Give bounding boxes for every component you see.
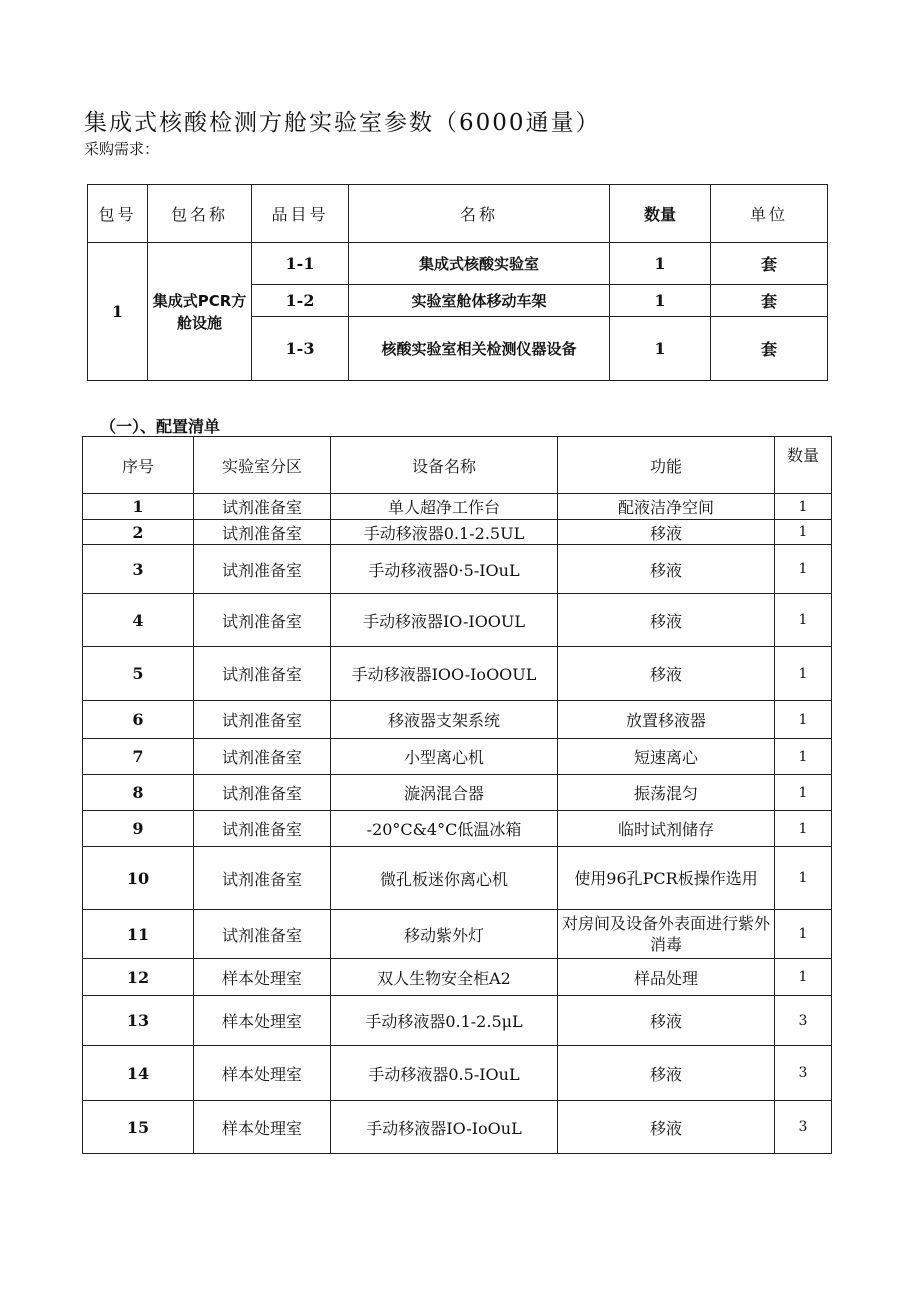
row-device-cell: 小型离心机 bbox=[331, 739, 558, 775]
item-qty-cell: 1 bbox=[610, 285, 711, 317]
row-qty-cell: 1 bbox=[775, 775, 832, 811]
row-function-cell: 移液 bbox=[558, 594, 775, 647]
table-row bbox=[83, 811, 832, 847]
row-device-cell: 手动移液器0.5-IOuL bbox=[331, 1046, 558, 1101]
package-no-cell: 1 bbox=[88, 243, 148, 381]
item-name-cell: 核酸实验室相关检测仪器设备 bbox=[349, 317, 610, 381]
row-zone-cell: 试剂准备室 bbox=[194, 647, 331, 701]
row-zone-cell: 试剂准备室 bbox=[194, 847, 331, 910]
row-zone-cell: 试剂准备室 bbox=[194, 739, 331, 775]
row-no-cell: 14 bbox=[83, 1046, 194, 1101]
header-package-no: 包号 bbox=[88, 185, 148, 243]
row-device-cell: 手动移液器0·5-IOuL bbox=[331, 545, 558, 594]
row-zone-cell: 试剂准备室 bbox=[194, 910, 331, 959]
table-row bbox=[83, 520, 832, 545]
package-table bbox=[87, 184, 828, 381]
row-device-cell: 移动紫外灯 bbox=[331, 910, 558, 959]
header-item-no: 品目号 bbox=[252, 185, 349, 243]
header-function: 功能 bbox=[558, 437, 775, 494]
row-qty-cell: 1 bbox=[775, 494, 832, 520]
table-row bbox=[83, 847, 832, 910]
row-zone-cell: 试剂准备室 bbox=[194, 545, 331, 594]
row-function-cell: 移液 bbox=[558, 1101, 775, 1154]
row-zone-cell: 样本处理室 bbox=[194, 959, 331, 996]
package-name-cell: 集成式PCR方舱设施 bbox=[148, 243, 252, 381]
row-qty-cell: 1 bbox=[775, 594, 832, 647]
row-zone-cell: 试剂准备室 bbox=[194, 494, 331, 520]
row-device-cell: 手动移液器IOO-IoOOUL bbox=[331, 647, 558, 701]
row-qty-cell: 1 bbox=[775, 959, 832, 996]
row-device-cell: 手动移液器0.1-2.5μL bbox=[331, 996, 558, 1046]
row-zone-cell: 试剂准备室 bbox=[194, 520, 331, 545]
row-no-cell: 11 bbox=[83, 910, 194, 959]
config-table bbox=[82, 436, 832, 1154]
row-no-cell: 6 bbox=[83, 701, 194, 739]
row-zone-cell: 试剂准备室 bbox=[194, 775, 331, 811]
header-qty: 数量 bbox=[775, 437, 832, 494]
row-no-cell: 7 bbox=[83, 739, 194, 775]
package-table-header bbox=[88, 185, 828, 243]
row-function-cell: 移液 bbox=[558, 520, 775, 545]
row-qty-cell: 1 bbox=[775, 910, 832, 959]
table-row bbox=[88, 243, 828, 285]
table-row bbox=[83, 996, 832, 1046]
row-qty-cell: 1 bbox=[775, 545, 832, 594]
row-function-cell: 放置移液器 bbox=[558, 701, 775, 739]
table-row bbox=[83, 1101, 832, 1154]
row-no-cell: 12 bbox=[83, 959, 194, 996]
row-function-cell: 移液 bbox=[558, 1046, 775, 1101]
row-device-cell: 手动移液器IO-IOOUL bbox=[331, 594, 558, 647]
table-row bbox=[83, 701, 832, 739]
row-qty-cell: 3 bbox=[775, 1046, 832, 1101]
table-row bbox=[83, 494, 832, 520]
row-function-cell: 临时试剂储存 bbox=[558, 811, 775, 847]
row-qty-cell: 3 bbox=[775, 996, 832, 1046]
row-device-cell: 双人生物安全柜A2 bbox=[331, 959, 558, 996]
table-row bbox=[83, 775, 832, 811]
procurement-label: 采购需求： bbox=[84, 140, 160, 158]
table-row bbox=[83, 739, 832, 775]
row-function-cell: 移液 bbox=[558, 545, 775, 594]
row-qty-cell: 1 bbox=[775, 847, 832, 910]
row-device-cell: 微孔板迷你离心机 bbox=[331, 847, 558, 910]
item-name-cell: 集成式核酸实验室 bbox=[349, 243, 610, 285]
row-no-cell: 3 bbox=[83, 545, 194, 594]
item-qty-cell: 1 bbox=[610, 243, 711, 285]
item-no-cell: 1-3 bbox=[252, 317, 349, 381]
config-table-header bbox=[83, 437, 832, 494]
row-qty-cell: 1 bbox=[775, 520, 832, 545]
header-device: 设备名称 bbox=[331, 437, 558, 494]
row-no-cell: 4 bbox=[83, 594, 194, 647]
table-row bbox=[83, 910, 832, 959]
row-device-cell: 单人超净工作台 bbox=[331, 494, 558, 520]
row-device-cell: 漩涡混合器 bbox=[331, 775, 558, 811]
row-no-cell: 2 bbox=[83, 520, 194, 545]
row-no-cell: 15 bbox=[83, 1101, 194, 1154]
header-name: 名称 bbox=[349, 185, 610, 243]
page-title: 集成式核酸检测方舱实验室参数（6000通量） bbox=[84, 110, 601, 136]
item-no-cell: 1-2 bbox=[252, 285, 349, 317]
row-function-cell: 对房间及设备外表面进行紫外消毒 bbox=[558, 910, 775, 959]
header-no: 序号 bbox=[83, 437, 194, 494]
header-zone: 实验室分区 bbox=[194, 437, 331, 494]
table-row bbox=[83, 647, 832, 701]
row-device-cell: 手动移液器0.1-2.5UL bbox=[331, 520, 558, 545]
row-function-cell: 移液 bbox=[558, 996, 775, 1046]
row-function-cell: 使用96孔PCR板操作选用 bbox=[558, 847, 775, 910]
table-row bbox=[83, 1046, 832, 1101]
table-row bbox=[83, 594, 832, 647]
row-zone-cell: 试剂准备室 bbox=[194, 701, 331, 739]
row-function-cell: 短速离心 bbox=[558, 739, 775, 775]
row-qty-cell: 1 bbox=[775, 701, 832, 739]
row-device-cell: 移液器支架系统 bbox=[331, 701, 558, 739]
row-no-cell: 5 bbox=[83, 647, 194, 701]
item-name-cell: 实验室舱体移动车架 bbox=[349, 285, 610, 317]
row-zone-cell: 试剂准备室 bbox=[194, 811, 331, 847]
row-qty-cell: 1 bbox=[775, 739, 832, 775]
row-qty-cell: 3 bbox=[775, 1101, 832, 1154]
row-function-cell: 振荡混匀 bbox=[558, 775, 775, 811]
row-zone-cell: 试剂准备室 bbox=[194, 594, 331, 647]
row-zone-cell: 样本处理室 bbox=[194, 1101, 331, 1154]
row-no-cell: 9 bbox=[83, 811, 194, 847]
header-unit: 单位 bbox=[711, 185, 828, 243]
row-qty-cell: 1 bbox=[775, 811, 832, 847]
row-zone-cell: 样本处理室 bbox=[194, 1046, 331, 1101]
table-row bbox=[83, 545, 832, 594]
item-no-cell: 1-1 bbox=[252, 243, 349, 285]
row-qty-cell: 1 bbox=[775, 647, 832, 701]
row-no-cell: 10 bbox=[83, 847, 194, 910]
header-package-name: 包名称 bbox=[148, 185, 252, 243]
table-row bbox=[83, 959, 832, 996]
row-device-cell: 手动移液器IO-IoOuL bbox=[331, 1101, 558, 1154]
row-function-cell: 移液 bbox=[558, 647, 775, 701]
header-qty: 数量 bbox=[610, 185, 711, 243]
item-qty-cell: 1 bbox=[610, 317, 711, 381]
item-unit-cell: 套 bbox=[711, 285, 828, 317]
row-function-cell: 配液洁净空间 bbox=[558, 494, 775, 520]
row-device-cell: -20°C&4°C低温冰箱 bbox=[331, 811, 558, 847]
row-function-cell: 样品处理 bbox=[558, 959, 775, 996]
row-no-cell: 13 bbox=[83, 996, 194, 1046]
row-zone-cell: 样本处理室 bbox=[194, 996, 331, 1046]
section-title: （一）、配置清单 bbox=[100, 417, 221, 436]
row-no-cell: 8 bbox=[83, 775, 194, 811]
row-no-cell: 1 bbox=[83, 494, 194, 520]
item-unit-cell: 套 bbox=[711, 317, 828, 381]
item-unit-cell: 套 bbox=[711, 243, 828, 285]
